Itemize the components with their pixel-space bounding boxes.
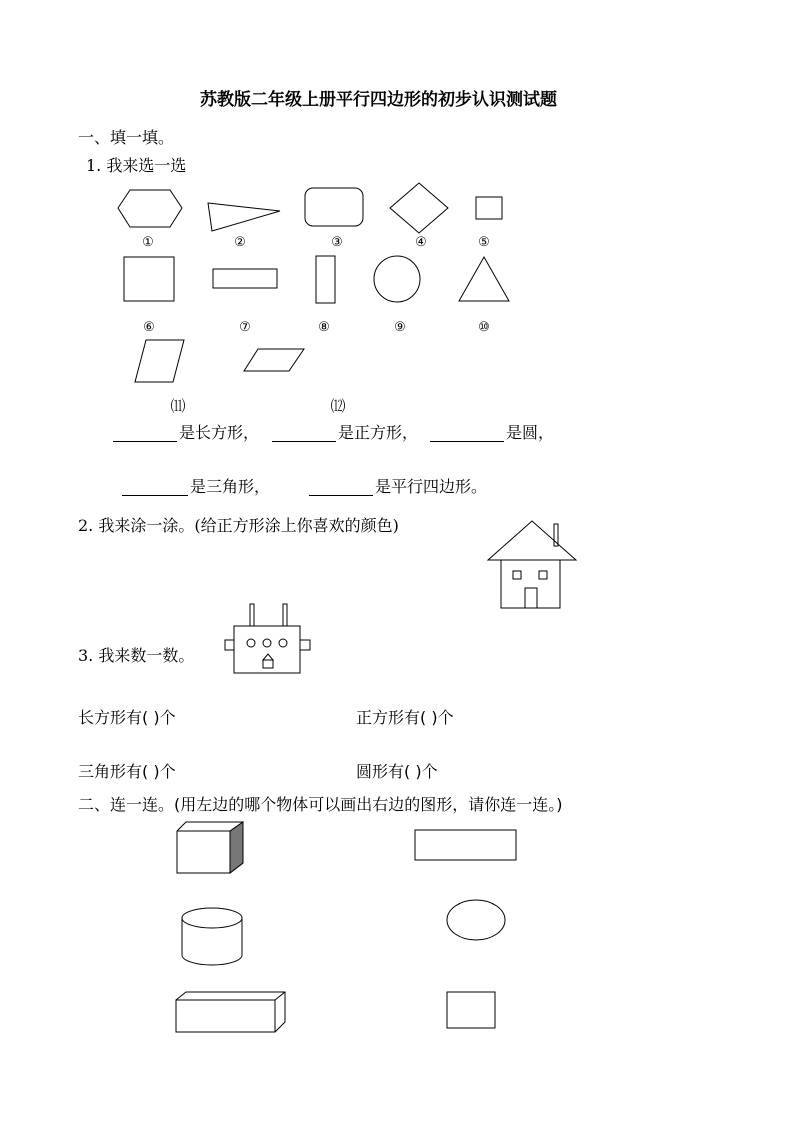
shape-11-parallelogram bbox=[135, 340, 184, 382]
shape-12-parallelogram bbox=[244, 349, 304, 371]
shape-label-12: ⑿ bbox=[330, 397, 346, 415]
shape-label-9: ⑨ bbox=[394, 320, 406, 335]
shape-6-square bbox=[124, 257, 174, 301]
cuboid-solid bbox=[177, 822, 243, 873]
target-ellipse bbox=[447, 900, 505, 940]
answer-blank-parallelogram[interactable] bbox=[309, 495, 373, 496]
shape-label-1: ① bbox=[142, 235, 154, 250]
long-box-solid bbox=[176, 992, 285, 1032]
count-triangles[interactable]: 三角形有( )个 bbox=[78, 762, 176, 781]
shape-4-diamond bbox=[390, 183, 448, 233]
shape-10-triangle bbox=[459, 257, 509, 301]
q2-label: 2. 我来涂一涂。(给正方形涂上你喜欢的颜色) bbox=[78, 516, 399, 535]
q1-label: 1. 我来选一选 bbox=[86, 156, 187, 175]
q3-label: 3. 我来数一数。 bbox=[78, 646, 195, 665]
target-rectangle bbox=[415, 830, 516, 860]
target-square bbox=[447, 992, 495, 1028]
shape-label-10: ⑩ bbox=[478, 320, 490, 335]
count-squares[interactable]: 正方形有( )个 bbox=[356, 708, 454, 727]
cylinder-solid bbox=[182, 908, 242, 965]
count-rectangles[interactable]: 长方形有( )个 bbox=[78, 708, 176, 727]
shape-label-3: ③ bbox=[331, 235, 343, 250]
shape-5-small-square bbox=[476, 197, 502, 219]
fill-text-square: 是正方形， bbox=[338, 423, 419, 442]
fill-text-triangle: 是三角形， bbox=[190, 477, 271, 496]
answer-blank-square[interactable] bbox=[272, 441, 336, 442]
house-icon bbox=[488, 521, 576, 608]
shape-label-5: ⑤ bbox=[478, 235, 490, 250]
page-title: 苏教版二年级上册平行四边形的初步认识测试题 bbox=[200, 90, 557, 110]
shape-7-rectangle bbox=[213, 269, 277, 288]
shape-label-4: ④ bbox=[415, 235, 427, 250]
shape-1-hexagon bbox=[118, 190, 182, 227]
shape-label-6: ⑥ bbox=[143, 320, 155, 335]
answer-blank-rectangle[interactable] bbox=[113, 441, 177, 442]
shape-label-8: ⑧ bbox=[318, 320, 330, 335]
shape-label-7: ⑦ bbox=[239, 320, 251, 335]
fill-text-rectangle: 是长方形， bbox=[179, 423, 260, 442]
fill-text-parallelogram: 是平行四边形。 bbox=[375, 477, 488, 496]
section-2-heading: 二、连一连。(用左边的哪个物体可以画出右边的图形，请你连一连。) bbox=[78, 795, 563, 814]
shape-label-2: ② bbox=[234, 235, 246, 250]
answer-blank-circle[interactable] bbox=[430, 441, 504, 442]
shape-8-tall-rectangle bbox=[316, 256, 335, 303]
answer-blank-triangle[interactable] bbox=[122, 495, 188, 496]
shape-9-circle bbox=[374, 256, 420, 302]
fill-text-circle: 是圆， bbox=[506, 423, 555, 442]
shape-2-triangle bbox=[208, 203, 280, 231]
shape-label-11: ⑾ bbox=[170, 397, 186, 415]
count-circles[interactable]: 圆形有( )个 bbox=[356, 762, 438, 781]
section-1-heading: 一、填一填。 bbox=[78, 128, 175, 147]
robot-icon bbox=[225, 604, 310, 673]
shape-3-rounded-rectangle bbox=[305, 188, 363, 226]
